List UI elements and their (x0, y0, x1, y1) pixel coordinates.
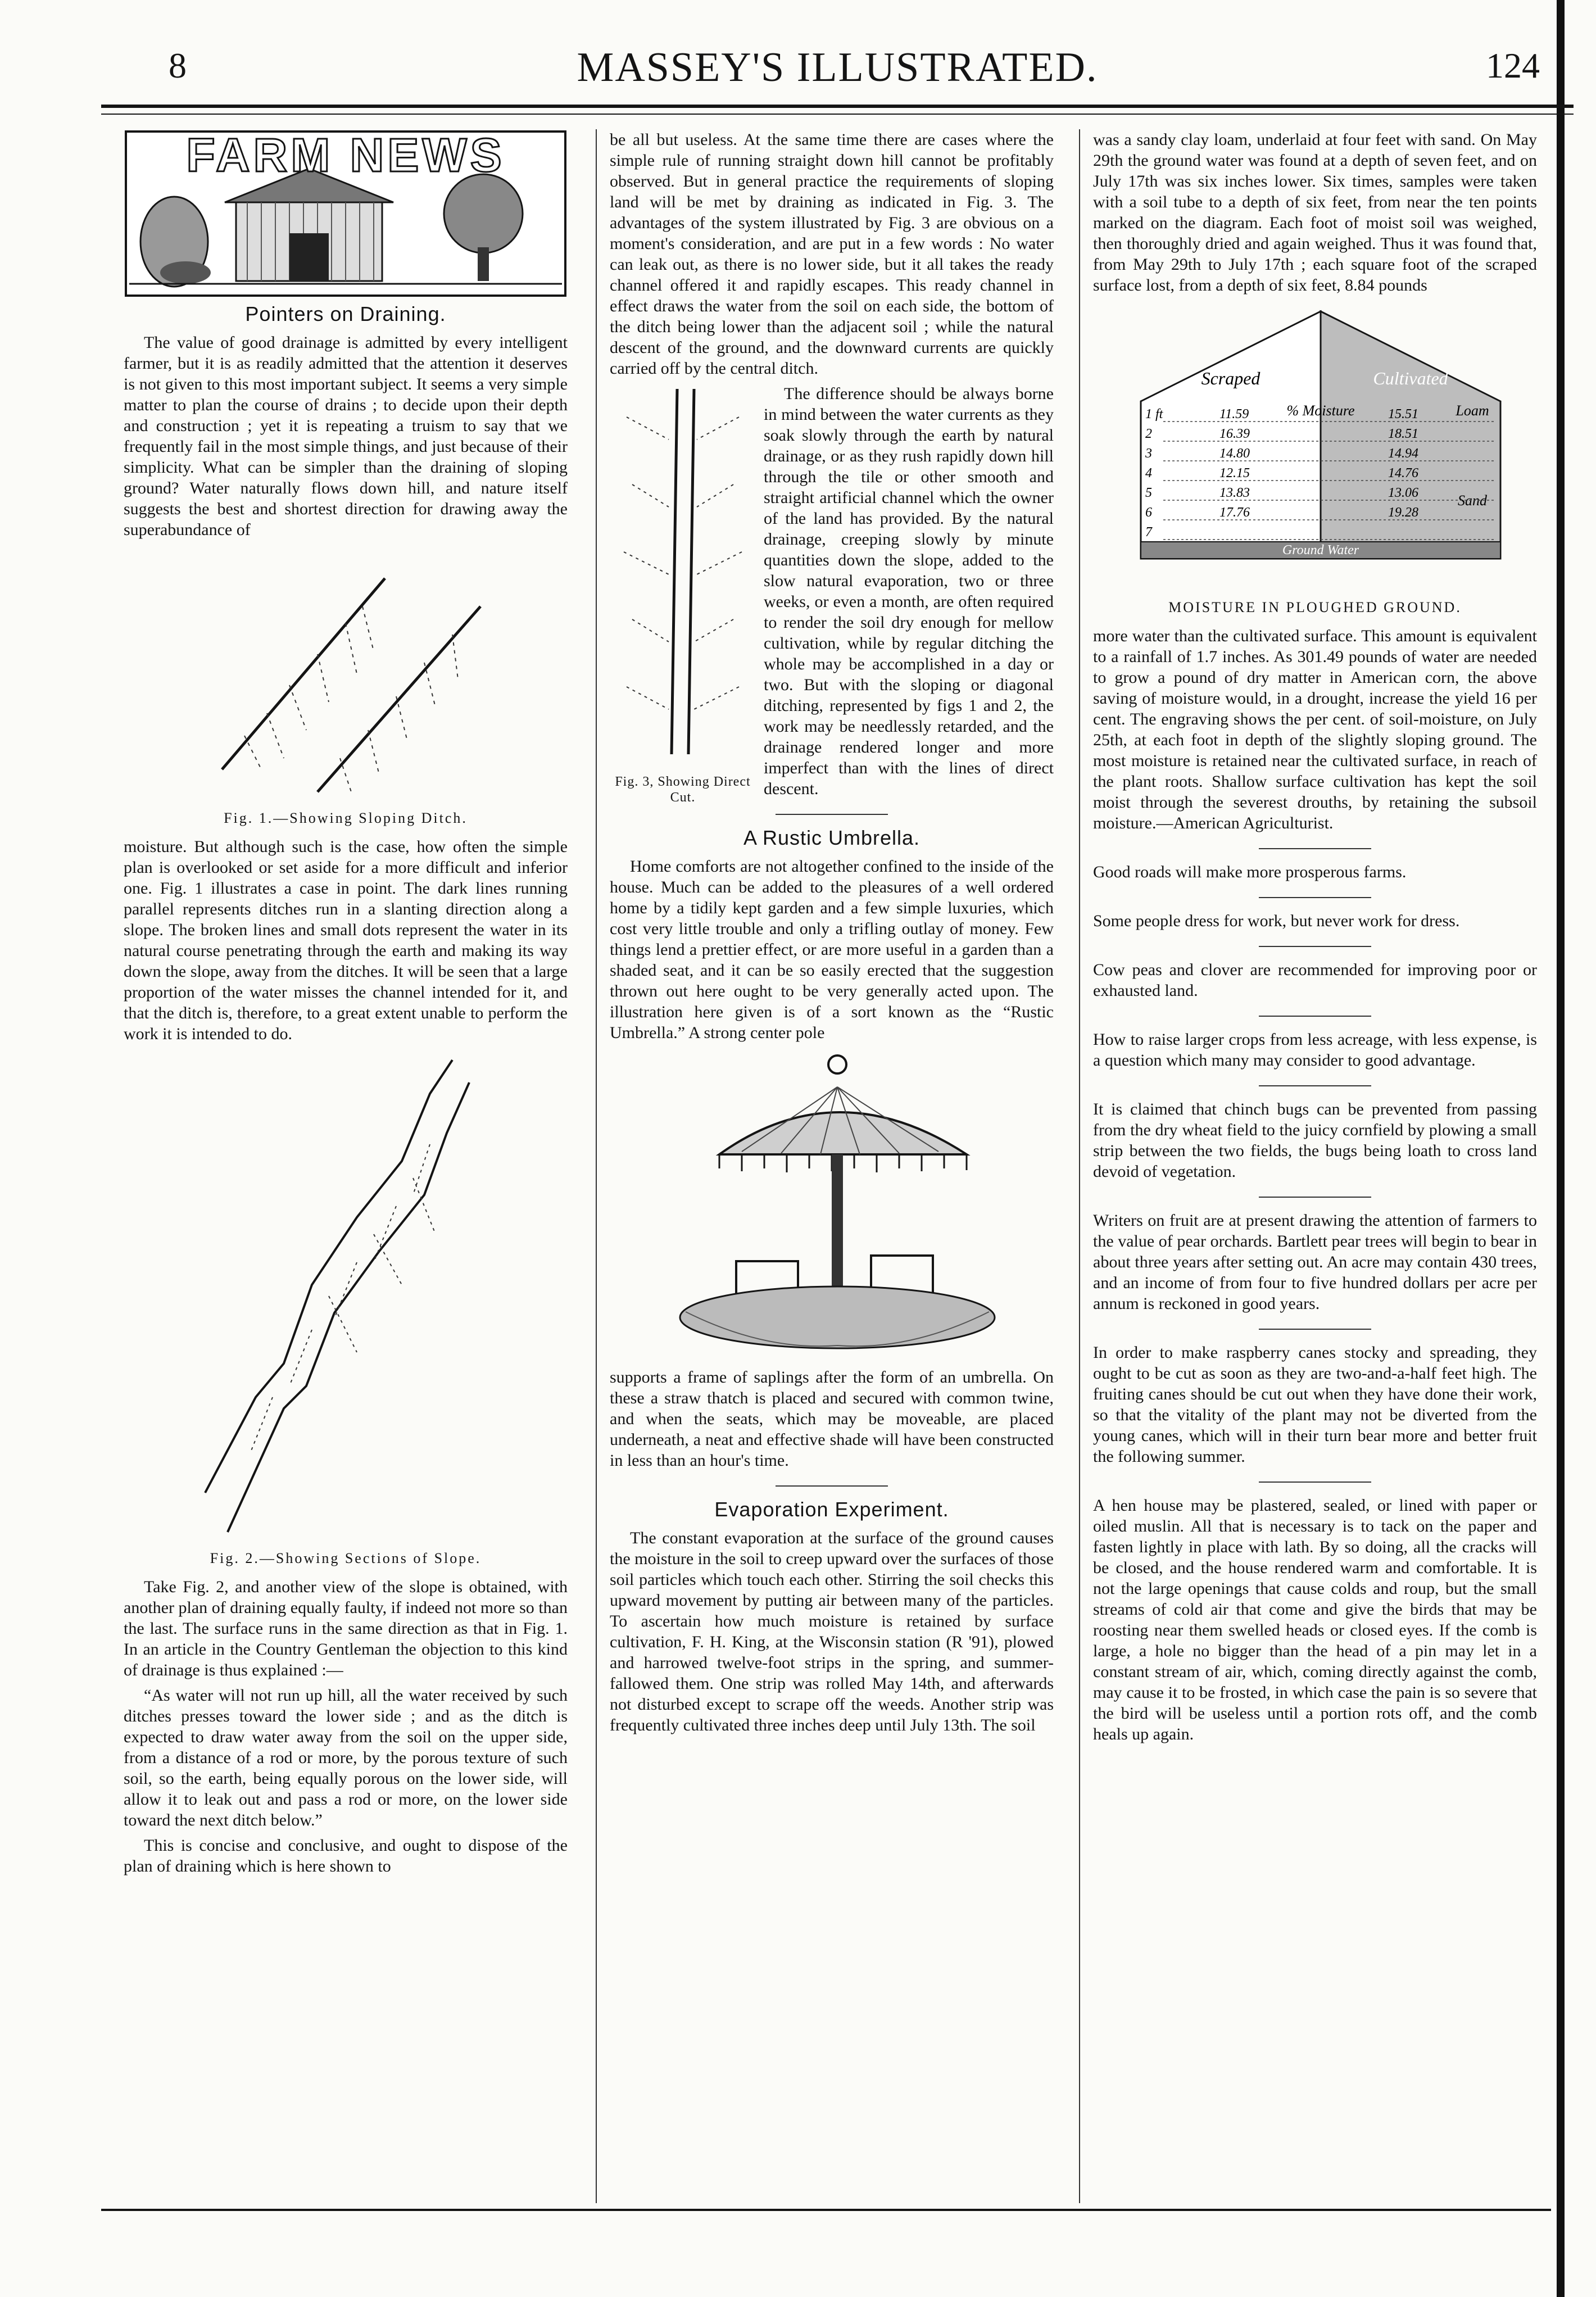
diagram-row-ft: 3 (1145, 446, 1152, 461)
divider (1259, 897, 1371, 898)
paragraph: Take Fig. 2, and another view of the slope is obtained, with another plan of draining equally faulty, if indeed not more so than the last. The surface runs in the same direction as that in Fig. 1. In an article in the Country Gentleman the objection to this kind of drainage is thus explained :— (124, 1578, 568, 1679)
diagram-row-ft: 2 (1145, 427, 1152, 441)
diagram-row-scraped: 16.39 (1219, 427, 1250, 441)
diagram-row-ft: 5 (1145, 486, 1152, 500)
paragraph: The difference should be always borne in mind between the water currents as they soak slowly through the earth by natural drainage, or as they rush rapidly down hill through the tile or other smooth and straight artificial channel which the owner of the land has provided. By the natural drainage, creeping slowly by minute quantities down the slope, added to the slow natural evaporation, two or three weeks, or even a month, are often required to render the soil dry enough for mellow cultivation, while by regular ditching the whole may be accomplished in a day or two. But with the sloping or diagonal ditching, represented by figs 1 and 2, the work may be needlessly retarded, and the drainage rendered longer and more imperfect than with the lines of direct descent. (764, 384, 1054, 798)
diagram-label-moisture: % Moisture (1286, 402, 1355, 419)
diagram-label-loam: Loam (1456, 402, 1489, 419)
diagram-label-sand: Sand (1458, 492, 1487, 509)
figure-2-caption: Fig. 2.—Showing Sections of Slope. (210, 1550, 482, 1566)
note: Good roads will make more prosperous farms. (1093, 863, 1407, 881)
divider (1259, 1482, 1371, 1483)
note: Writers on fruit are at present drawing the attention of farmers to the value of pear orchards. Bartlett pear trees will begin to bear in about three years after setting out. An acre may contain 430 trees, and an income of from four to five hundred dollars per acre per annum is reckoned in good years. (1093, 1211, 1537, 1313)
page (101, 34, 1574, 2259)
paragraph: The value of good drainage is admitted by every intelligent farmer, but it is as readily admitted that the attention it deserves is not given to this most important subject. It seems a very simple matter to plan the course of drains ; to decide upon their depth and construction ; yet it is repeating a truism to say that we frequently fail in the most simple things, and just because of their simplicity. What can be simpler than the draining of sloping ground? Water naturally flows down hill, and nature itself suggests the best and shortest direction for drawing away the superabundance of (124, 333, 568, 539)
paragraph: be all but useless. At the same time there are cases where the simple rule of running straight down hill cannot be profitably observed. But in general practice the requirements of sloping land will be met by draining as indicated in Fig. 3. The advantages of the system illustrated by Fig. 3 are obvious on a moment's consideration, and are put in a few words : No water can leak out, as there is no lower side, but it all takes the ready channel offered it and rapidly escapes. This ready channel in effect draws the water from the soil on each side, the bottom of the ditch being lower than the adjacent soil ; while the natural descent of the ground, and the downward currents are quickly carried off by the central ditch. (610, 130, 1054, 378)
diagram-row-cultivated: 14.76 (1388, 466, 1418, 481)
banner-text: FARM NEWS (186, 129, 505, 182)
diagram-row-ft: 6 (1145, 505, 1152, 520)
column-divider-2 (1079, 129, 1080, 2203)
column-3 (1093, 129, 1537, 1749)
diagram-row-ft: 1 ft (1145, 407, 1163, 422)
divider (1259, 946, 1371, 947)
note: Some people dress for work, but never work for dress. (1093, 912, 1460, 930)
paragraph: was a sandy clay loam, underlaid at four feet with sand. On May 29th the ground water was found at a depth of seven feet, and on July 17th was six inches lower. Six times, samples were taken with a soil tube to a depth of six feet, from near the ten points marked on the diagram. Each foot of moist soil was weighed, then thoroughly dried and again weighed. Thus it was found that, from May 29th to July 17th ; each square foot of the scraped surface lost, from a depth of six feet, 8.84 pounds (1093, 130, 1537, 295)
figure-3-caption: Fig. 3, Showing Direct Cut. (615, 774, 751, 805)
figure-1-caption: Fig. 1.—Showing Sloping Ditch. (224, 810, 468, 826)
note: Cow peas and clover are recommended for improving poor or exhausted land. (1093, 961, 1537, 1000)
figure-3-direct-cut (610, 383, 756, 765)
diagram-row-ft: 4 (1145, 466, 1152, 481)
figure-3-block (610, 383, 756, 813)
diagram-row-ft: 7 (1145, 525, 1152, 540)
paragraph: supports a frame of saplings after the form of an umbrella. On these a straw thatch is placed and secured with common twine, and when the seats, which may be moveable, are placed underneath, a neat and effective shade will have been constructed in less than an hour's time. (610, 1368, 1054, 1470)
heading-evaporation-experiment: Evaporation Experiment. (714, 1498, 949, 1521)
page-number-left: 8 (169, 46, 187, 85)
farm-news-banner (124, 129, 568, 298)
paragraph: The constant evaporation at the surface of the ground causes the moisture in the soil to creep upward over the surfaces of those soil particles which touch each other. Stirring the soil checks this upward movement by putting air between many of the particles. To ascertain how much moisture is retained by surface cultivation, F. H. King, at the Wisconsin station (R '91), plowed and harrowed twelve-foot strips in the spring, and summer-fallowed them. One strip was rolled May 14th, and afterwards not disturbed except to scrape off the weeds. Another strip was frequently cultivated three inches deep until July 13th. The soil (610, 1529, 1054, 1734)
diagram-row-scraped: 14.80 (1219, 446, 1250, 461)
paragraph: Home comforts are not altogether confined to the inside of the house. Much can be added to the pleasures of a well ordered home by a tidily kept garden and a few simple luxuries, which cost very little trouble and only a trifling outlay of money. Few things lend a prettier effect, or are more useful in a garden than a shaded seat, and it can be so easily erected that the suggestion thrown out here ought to be very generally acted upon. The illustration here given is of a sort known as the “Rustic Umbrella.” A strong center pole (610, 857, 1054, 1042)
figure-2-sections-of-slope (188, 1049, 503, 1543)
note: It is claimed that chinch bugs can be prevented from passing from the dry wheat field to the juicy cornfield by plowing a small strip between the two fields, the bugs being loath to cross land devoid of vegetation. (1093, 1100, 1537, 1181)
publication-title: MASSEY'S ILLUSTRATED. (577, 44, 1098, 90)
diagram-caption: MOISTURE IN PLOUGHED GROUND. (1168, 599, 1462, 615)
column-divider-1 (596, 129, 597, 2203)
page-number-right: 124 (1486, 46, 1540, 85)
note: In order to make raspberry canes stocky and spreading, they ought to be cut as soon as they are two-and-a-half feet high. The fruiting canes should be cut out when they have done their work, so that the vitality of the plant may not be diverted from the young canes, which will in their turn bear more and better fruit the following summer. (1093, 1343, 1537, 1466)
figure-1-sloping-ditch (177, 545, 514, 803)
divider (1259, 1197, 1371, 1198)
column-1 (124, 129, 568, 1881)
diagram-label-ground-water: Ground Water (1282, 543, 1359, 558)
diagram-row-scraped: 13.83 (1219, 486, 1250, 500)
diagram-row-cultivated: 13.06 (1388, 486, 1418, 500)
diagram-row-cultivated: 14.94 (1388, 446, 1418, 461)
diagram-row-scraped: 17.76 (1219, 505, 1250, 520)
divider (1259, 848, 1371, 849)
paragraph: This is concise and conclusive, and ought to dispose of the plan of draining which is here shown to (124, 1836, 568, 1875)
note: A hen house may be plastered, sealed, or lined with paper or oiled muslin. All that is necessary is to tack on the paper and fasten lightly in place with lath. By so doing, all the cracks will be closed, and the house rendered warm and comfortable. It is not the large openings that cause colds and roup, but the small streams of cold air that come and give the birds that may be roosting near them swelled heads or closed eyes. If the comb is large, a hole no bigger than the head of a pin may let in a constant stream of air, which, coming directly against the comb, may cause it to be frosted, in which case the pain is so severe that the bird will be useless until a portion rots off, and the comb heals up again. (1093, 1496, 1537, 1743)
diagram-label-cultivated: Cultivated (1373, 368, 1448, 388)
divider (1259, 1329, 1371, 1330)
heading-pointers-on-draining: Pointers on Draining. (245, 302, 446, 325)
diagram-row-cultivated: 18.51 (1388, 427, 1418, 441)
quote-paragraph: “As water will not run up hill, all the water received by such ditches presses toward the lower side ; and as the ditch is expected to draw water away from the soil on the upper side, from a distance of a rod or more, by the porous texture of such soil, so the earth, being equally porous on the lower side, will allow it to leak out and pass a rod or more, on the lower side toward the next ditch below.” (124, 1686, 568, 1829)
diagram-row-scraped: 11.59 (1219, 407, 1249, 422)
divider (1259, 1016, 1371, 1017)
note: How to raise larger crops from less acreage, with less expense, is a question which many may consider to good advantage. (1093, 1030, 1537, 1070)
footer-rule (101, 2209, 1551, 2211)
diagram-label-scraped: Scraped (1201, 368, 1261, 388)
paragraph: more water than the cultivated surface. This amount is equivalent to a rainfall of 1.7 inches. As 301.49 pounds of water are needed to grow a pound of dry matter in American corn, the above saving of moisture would, in a drought, increase the yield 16 per cent. The engraving shows the per cent. of soil-moisture, on July 25th, at each foot in depth of the slightly sloping ground. The most moisture is retained near the cultivated surface, in reach of the plant roots. Shallow surface cultivation has kept the soil moist through the severest drouths, by retaining the subsoil moisture.—American Agriculturist. (1093, 627, 1537, 832)
column-2 (610, 129, 1054, 1740)
moisture-diagram (1107, 300, 1523, 592)
heading-rustic-umbrella: A Rustic Umbrella. (743, 826, 921, 849)
rustic-umbrella-illustration (652, 1048, 1012, 1362)
header-rule (101, 105, 1574, 108)
paragraph: moisture. But although such is the case, how often the simple plan is overlooked or set aside for a more difficult and inferior one. Fig. 1 illustrates a case in point. The dark lines running parallel represents ditches run in a slanting direction along a slope. The broken lines and small dots represent the water in its natural course penetrating through the earth and making its way down the slope, away from the ditches. It will be seen that a large proportion of the water misses the channel intended for it, and that the ditch is, therefore, to a great extent unable to perform the work it is intended to do. (124, 837, 568, 1043)
diagram-row-scraped: 12.15 (1219, 466, 1250, 481)
header-rule-thin (101, 114, 1574, 115)
divider (776, 814, 888, 815)
diagram-row-cultivated: 19.28 (1388, 505, 1418, 520)
divider (1259, 1085, 1371, 1086)
diagram-row-cultivated: 15.51 (1388, 407, 1418, 422)
divider (776, 1485, 888, 1487)
